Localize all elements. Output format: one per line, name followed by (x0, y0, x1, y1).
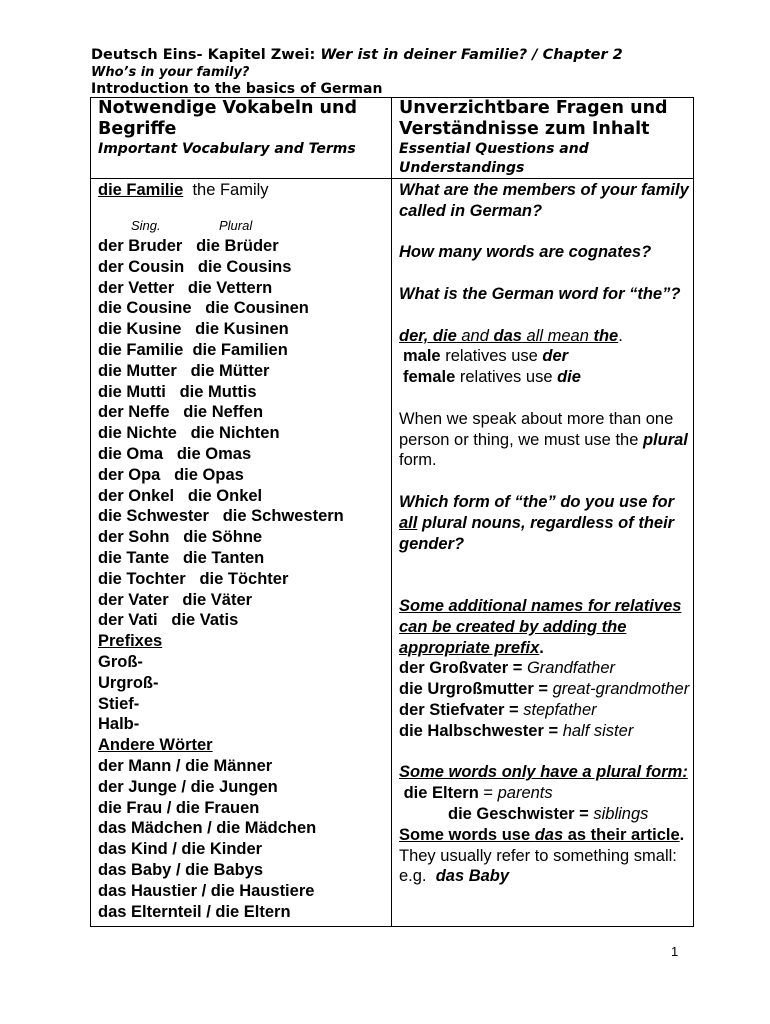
vocab-pair: die Familie die Familien (98, 340, 288, 359)
plural-label: Plural (219, 218, 253, 233)
family-en: the Family (183, 181, 269, 199)
articles-line (399, 326, 693, 347)
other-word-pair: der Mann / die Männer (98, 756, 273, 775)
question-the: What is the German word for “the”? (399, 284, 681, 303)
der-die-words: der, die (399, 326, 457, 345)
vocab-pair: die Mutti die Muttis (98, 382, 257, 401)
das-note-a: Some words use (399, 825, 535, 844)
male-rest: relatives use (440, 347, 543, 366)
prefix-item: Halb- (98, 715, 140, 734)
prefix-item: Stief- (98, 694, 140, 713)
title-italic: Wer ist in deiner Familie? / Chapter 2 (320, 47, 623, 63)
female-rule (399, 367, 693, 388)
vocab-pair: die Mutter die Mütter (98, 361, 270, 380)
plural-only-note (399, 762, 693, 804)
vocab-pair: der Vetter die Vettern (98, 278, 273, 297)
and-word: and (456, 326, 494, 345)
other-word-pair: der Junge / die Jungen (98, 777, 278, 796)
example-2-en: great-grandmother (552, 680, 690, 699)
title-prefix: Deutsch Eins- Kapitel Zwei: (91, 47, 321, 63)
example-2-de: die Urgroßmutter = (399, 680, 553, 699)
vocab-pair: die Oma die Omas (98, 444, 252, 463)
andere-heading: Andere Wörter (98, 736, 213, 755)
female-word: female (403, 368, 456, 387)
example-3-en: stepfather (523, 700, 597, 719)
right-heading-en: Essential Questions and Understandings (399, 141, 589, 176)
example-great-grandmother (399, 679, 693, 700)
eltern-word: die Eltern (399, 784, 479, 803)
vocab-pair: die Cousine die Cousinen (98, 299, 309, 318)
q4-a: Which form of “the” do you use for (399, 492, 674, 511)
example-4-en: half sister (562, 721, 634, 740)
geschwister-en: siblings (593, 804, 649, 823)
vocab-pair: die Tochter die Töchter (98, 569, 289, 588)
right-heading: Unverzichtbare Fragen und Verständnisse zum Inhalt (399, 98, 668, 139)
prefix-item: Urgroß- (98, 673, 159, 692)
vocab-pair: der Sohn die Söhne (98, 528, 263, 547)
vocab-pair: der Vati die Vatis (98, 611, 239, 630)
q4-all: all (399, 513, 418, 532)
male-word: male (403, 347, 441, 366)
period: . (618, 326, 623, 345)
table-body-row (91, 179, 694, 927)
vocab-pair: die Schwester die Schwestern (98, 507, 344, 526)
right-header-cell (392, 98, 694, 179)
vocab-pair: die Kusine die Kusinen (98, 320, 289, 339)
left-heading: Notwendige Vokabeln und Begriffe (98, 98, 357, 139)
example-1-en: Grandfather (526, 659, 615, 678)
question-cognates: How many words are cognates? (399, 243, 652, 262)
vocab-pair: der Neffe die Neffen (98, 403, 264, 422)
prefix-item: Groß- (98, 652, 143, 671)
family-line (98, 180, 391, 201)
das-note-rest: They usually refer to something small: e.g. (399, 825, 689, 886)
example-1-de: der Großvater = (399, 659, 527, 678)
family-word: die Familie (98, 181, 184, 199)
das-word: das (493, 326, 522, 345)
sing-label: Sing. (131, 218, 161, 233)
vocab-table (90, 97, 694, 927)
example-stepfather (399, 700, 693, 721)
question-plural-form (399, 492, 693, 554)
left-body-cell (91, 179, 392, 927)
example-4-de: die Halbschwester = (399, 721, 563, 740)
vocab-pair: der Opa die Opas (98, 465, 244, 484)
additional-end: . (539, 638, 544, 657)
vocab-pair: der Vater die Väter (98, 590, 253, 609)
document-title (91, 47, 623, 63)
example-3-de: der Stiefvater = (399, 700, 524, 719)
eltern-en: parents (497, 784, 553, 803)
vocab-list (98, 236, 391, 631)
geschwister-word: die Geschwister = (448, 804, 594, 823)
female-article: die (557, 368, 581, 387)
other-word-pair: das Baby / die Babys (98, 860, 264, 879)
vocab-pair: der Bruder die Brüder (98, 237, 279, 255)
page-number: 1 (671, 944, 679, 959)
geschwister-line (399, 804, 693, 825)
additional-names: Some additional names for relatives can be created by adding the appropriate prefix (399, 596, 682, 657)
vocab-pair: die Nichte die Nichten (98, 424, 280, 443)
plural-only-heading: Some words only have a plural form: (399, 763, 688, 782)
prefixes-heading: Prefixes (98, 632, 163, 651)
plural-explanation (399, 409, 693, 471)
document-subtitle: Who’s in your family? (91, 65, 250, 80)
plural-word: plural (642, 430, 688, 449)
plural-text-2: form. (399, 451, 437, 470)
das-note-b: as their article (563, 825, 680, 844)
das-note-period: . (679, 825, 685, 844)
all-mean-text: all mean (521, 326, 594, 345)
male-article: der (542, 347, 569, 366)
plural-text-1: When we speak about more than one person or thing, we must use the (399, 409, 674, 449)
vocab-pair: der Onkel die Onkel (98, 486, 263, 505)
das-baby: das Baby (435, 867, 510, 886)
question-members: What are the members of your family called in German? (399, 181, 689, 220)
other-word-pair: das Elternteil / die Eltern (98, 902, 291, 921)
q4-b: plural nouns, regardless of their gender? (399, 513, 675, 553)
left-heading-en: Important Vocabulary and Terms (98, 141, 356, 157)
das-note-das: das (534, 825, 564, 844)
male-rule (399, 346, 693, 367)
vocab-pair: der Cousin die Cousins (98, 257, 292, 276)
left-header-cell (91, 98, 392, 179)
table-header-row (91, 98, 694, 179)
other-word-pair: das Kind / die Kinder (98, 840, 263, 859)
prefix-note (399, 596, 693, 658)
female-rest: relatives use (455, 368, 558, 387)
the-word: the (593, 326, 619, 345)
prefix-list (98, 652, 391, 735)
das-note (399, 825, 693, 887)
other-word-pair: das Haustier / die Haustiere (98, 881, 315, 900)
right-body-cell (392, 179, 694, 927)
document-intro: Introduction to the basics of German (91, 81, 383, 97)
sing-plural-labels (98, 218, 391, 234)
eltern-equals: = (478, 784, 498, 803)
vocab-pair: die Tante die Tanten (98, 548, 265, 567)
other-word-pair: die Frau / die Frauen (98, 798, 260, 817)
example-half-sister (399, 721, 693, 742)
other-word-pair: das Mädchen / die Mädchen (98, 819, 317, 838)
andere-list (98, 756, 391, 922)
example-grandfather (399, 658, 693, 679)
